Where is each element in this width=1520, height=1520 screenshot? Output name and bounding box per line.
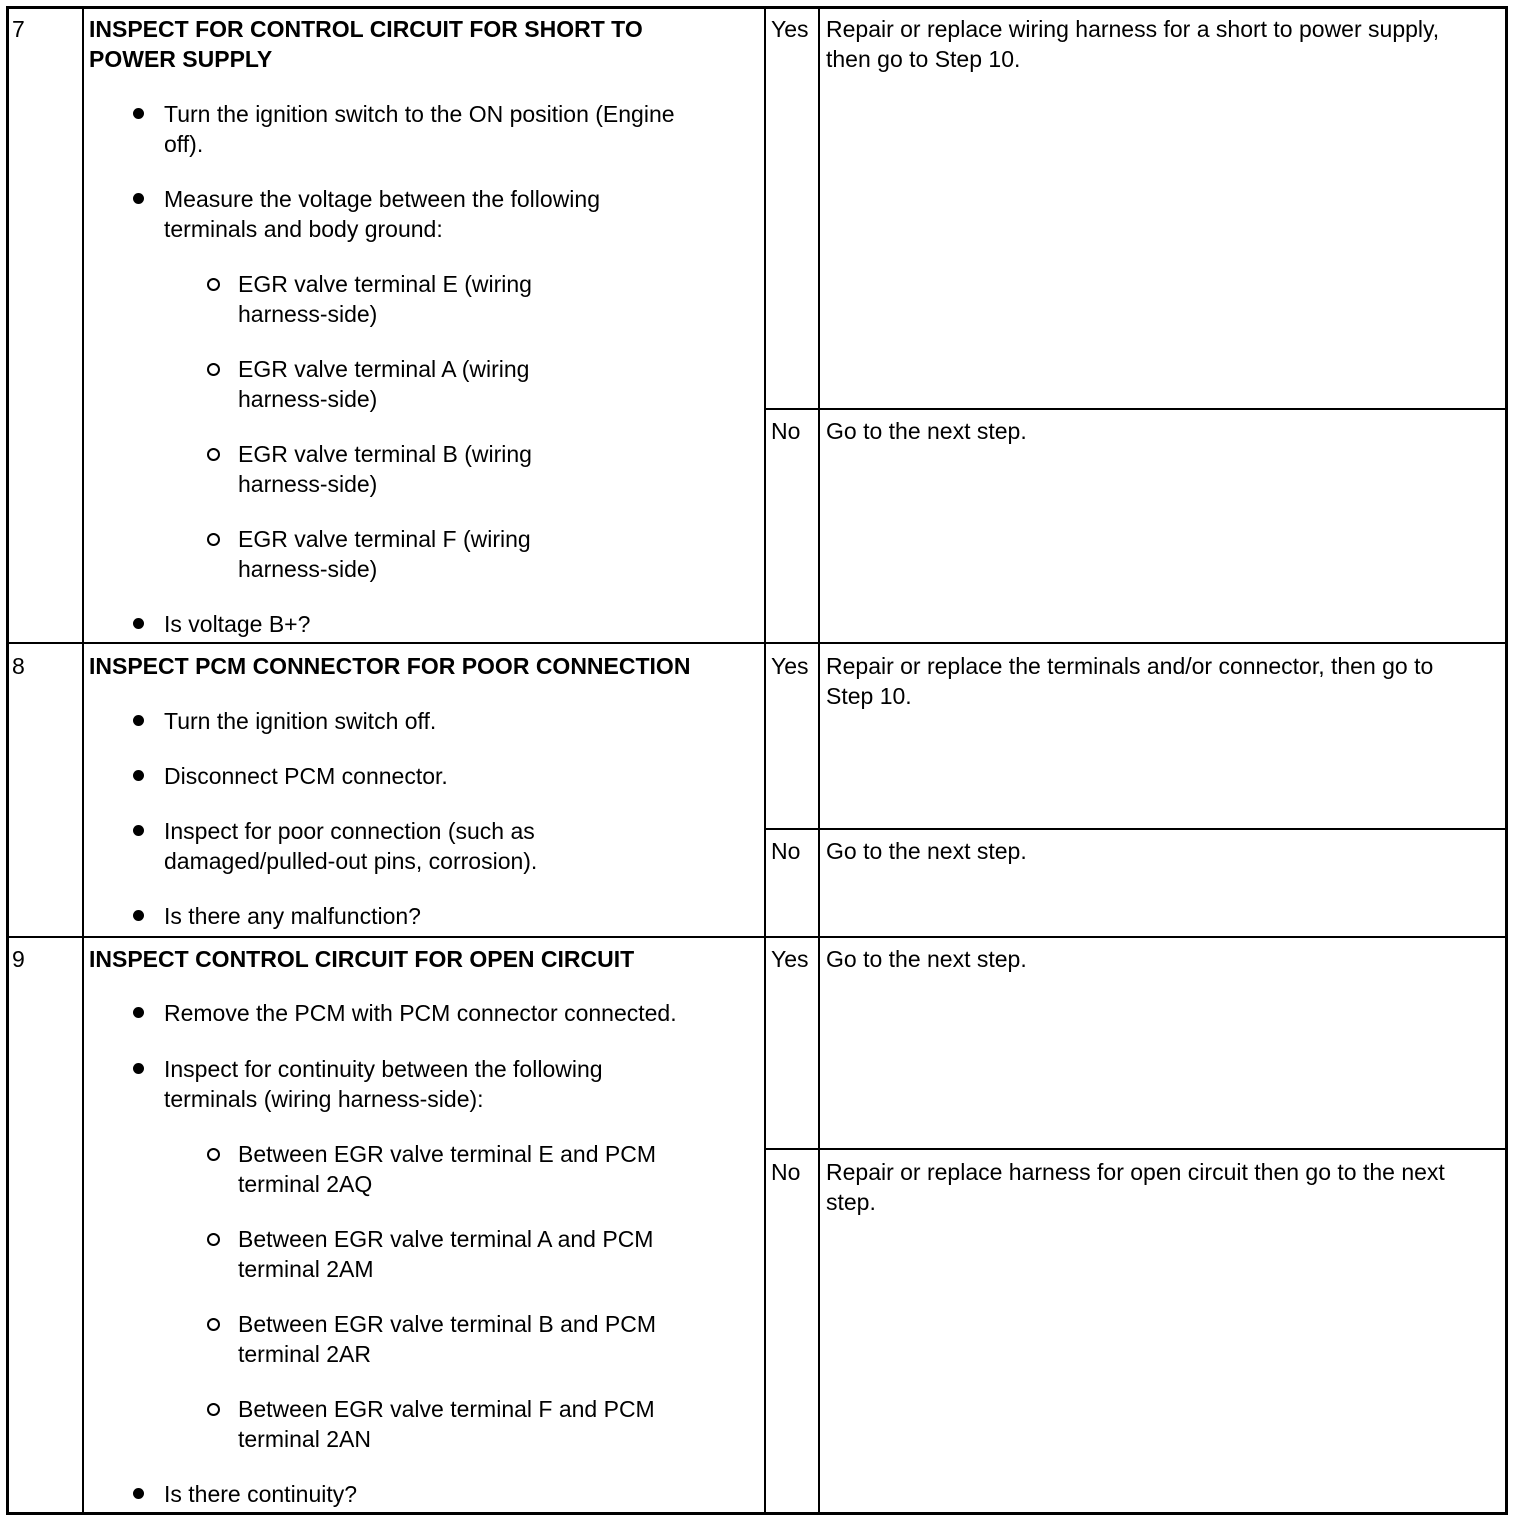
- instruction-text: Disconnect PCM connector.: [164, 763, 448, 789]
- bullet-icon: [133, 825, 144, 836]
- bullet-icon: [133, 618, 144, 629]
- no-label: No: [771, 418, 801, 444]
- instruction-text: Turn the ignition switch off.: [164, 708, 437, 734]
- step-title: POWER SUPPLY: [89, 46, 273, 72]
- instruction-text: terminals and body ground:: [164, 216, 443, 242]
- no-action: Go to the next step.: [826, 418, 1027, 444]
- sub-item-text: EGR valve terminal A (wiring: [238, 356, 530, 382]
- sub-item-text: harness-side): [238, 556, 378, 582]
- yes-action: Go to the next step.: [826, 946, 1027, 972]
- sub-item-text: EGR valve terminal E (wiring: [238, 271, 532, 297]
- bullet-icon: [133, 108, 144, 119]
- sub-item-text: terminal 2AQ: [238, 1171, 373, 1197]
- step-number: 9: [12, 946, 25, 972]
- step-number: 7: [12, 16, 25, 42]
- sub-item-text: Between EGR valve terminal A and PCM: [238, 1226, 654, 1252]
- sub-item-text: harness-side): [238, 386, 378, 412]
- instruction-text: Is there any malfunction?: [164, 903, 421, 929]
- instruction-text: Is voltage B+?: [164, 611, 311, 637]
- bullet-icon: [133, 770, 144, 781]
- row-divider-8-9: [8, 936, 1506, 938]
- column-divider-step: [82, 8, 84, 1513]
- sub-item-text: terminal 2AN: [238, 1426, 371, 1452]
- instruction-text: Inspect for poor connection (such as: [164, 818, 535, 844]
- no-action: step.: [826, 1189, 876, 1215]
- yes-label: Yes: [771, 946, 809, 972]
- yes-label: Yes: [771, 16, 809, 42]
- instruction-text: Turn the ignition switch to the ON position (Engine: [164, 101, 675, 127]
- bullet-icon: [133, 910, 144, 921]
- step-title: INSPECT CONTROL CIRCUIT FOR OPEN CIRCUIT: [89, 946, 635, 972]
- no-action: Go to the next step.: [826, 838, 1027, 864]
- yes-action: Step 10.: [826, 683, 912, 709]
- bullet-icon: [133, 193, 144, 204]
- instruction-text: Measure the voltage between the following: [164, 186, 601, 212]
- yes-action: Repair or replace wiring harness for a short to power supply,: [826, 16, 1440, 42]
- sub-item-text: harness-side): [238, 301, 378, 327]
- bullet-icon: [133, 715, 144, 726]
- bullet-icon: [133, 1488, 144, 1499]
- bullet-icon: [133, 1063, 144, 1074]
- bullet-icon: [133, 1007, 144, 1018]
- instruction-text: terminals (wiring harness-side):: [164, 1086, 484, 1112]
- yes-no-divider-7: [764, 408, 1506, 410]
- yes-label: Yes: [771, 653, 809, 679]
- step-title: INSPECT PCM CONNECTOR FOR POOR CONNECTION: [89, 653, 691, 679]
- no-action: Repair or replace harness for open circuit then go to the next: [826, 1159, 1445, 1185]
- sub-item-text: EGR valve terminal F (wiring: [238, 526, 531, 552]
- sub-item-text: terminal 2AR: [238, 1341, 371, 1367]
- yes-no-divider-9: [764, 1148, 1506, 1150]
- instruction-text: off).: [164, 131, 204, 157]
- instruction-text: Is there continuity?: [164, 1481, 358, 1507]
- sub-bullet-icon: [207, 363, 220, 376]
- instruction-text: Inspect for continuity between the following: [164, 1056, 603, 1082]
- yes-action: Repair or replace the terminals and/or connector, then go to: [826, 653, 1434, 679]
- instruction-text: Remove the PCM with PCM connector connected.: [164, 1000, 677, 1026]
- sub-bullet-icon: [207, 1233, 220, 1246]
- sub-item-text: harness-side): [238, 471, 378, 497]
- sub-item-text: terminal 2AM: [238, 1256, 374, 1282]
- column-divider-procedure: [764, 8, 766, 1513]
- sub-item-text: Between EGR valve terminal E and PCM: [238, 1141, 657, 1167]
- row-divider-7-8: [8, 642, 1506, 644]
- sub-item-text: Between EGR valve terminal F and PCM: [238, 1396, 655, 1422]
- sub-bullet-icon: [207, 1403, 220, 1416]
- instruction-text: damaged/pulled-out pins, corrosion).: [164, 848, 538, 874]
- sub-bullet-icon: [207, 278, 220, 291]
- column-divider-result: [818, 8, 820, 1513]
- sub-bullet-icon: [207, 533, 220, 546]
- step-title: INSPECT FOR CONTROL CIRCUIT FOR SHORT TO: [89, 16, 643, 42]
- sub-item-text: EGR valve terminal B (wiring: [238, 441, 532, 467]
- no-label: No: [771, 1159, 801, 1185]
- sub-item-text: Between EGR valve terminal B and PCM: [238, 1311, 657, 1337]
- sub-bullet-icon: [207, 1148, 220, 1161]
- yes-no-divider-8: [764, 828, 1506, 830]
- yes-action: then go to Step 10.: [826, 46, 1021, 72]
- sub-bullet-icon: [207, 1318, 220, 1331]
- sub-bullet-icon: [207, 448, 220, 461]
- step-number: 8: [12, 653, 25, 679]
- no-label: No: [771, 838, 801, 864]
